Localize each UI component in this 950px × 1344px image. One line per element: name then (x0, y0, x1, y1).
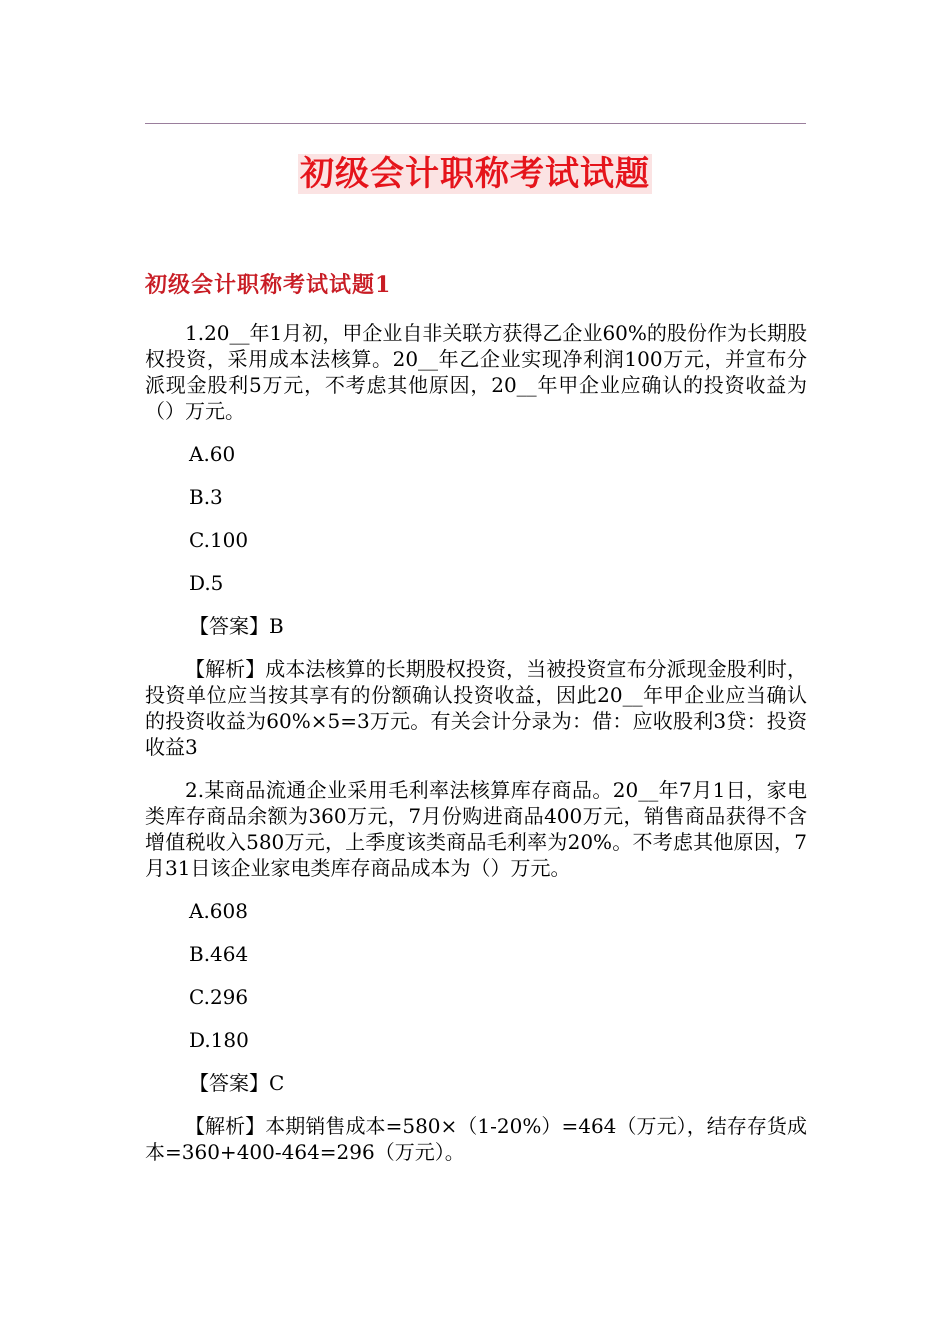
question-1-stem: 1.20__年1月初，甲企业自非关联方获得乙企业60%的股份作为长期股权投资，采用成本法核算。20__年乙企业实现净利润100万元，并宣布分派现金股利5万元，不考虑其他原因，20__年甲企业应确认的投资收益为（）万元。 (145, 321, 807, 423)
question-1-analysis: 【解析】成本法核算的长期股权投资，当被投资宣布分派现金股利时，投资单位应当按其享有的份额确认投资收益，因此20__年甲企业应当确认的投资收益为60%×5=3万元。有关会计分录为：借：应收股利3贷：投资收益3 (145, 657, 807, 759)
document-title (0, 150, 950, 198)
question-2-answer: 【答案】C (189, 1071, 285, 1095)
question-2-option-c: C.296 (189, 985, 249, 1009)
question-1-option-b: B.3 (189, 485, 223, 509)
question-2-analysis: 【解析】本期销售成本=580×（1-20%）=464（万元），结存存货成本=360+400-464=296（万元）。 (145, 1114, 807, 1164)
question-1-option-c: C.100 (189, 528, 249, 552)
header-rule (145, 123, 806, 124)
question-1-answer: 【答案】B (189, 614, 284, 638)
question-1-option-a: A.60 (189, 442, 236, 466)
question-1-option-d: D.5 (189, 571, 224, 595)
section-title: 初级会计职称考试试题1 (145, 272, 392, 298)
document-body (145, 320, 807, 1182)
document-title-text: 初级会计职称考试试题 (300, 154, 650, 194)
question-2-option-b: B.464 (189, 942, 249, 966)
question-2-option-a: A.608 (189, 899, 248, 923)
question-2-stem: 2.某商品流通企业采用毛利率法核算库存商品。20__年7月1日，家电类库存商品余额为360万元，7月份购进商品400万元，销售商品获得不含增值税收入580万元，上季度该类商品毛利率为20%。不考虑其他原因，7月31日该企业家电类库存商品成本为（）万元。 (145, 778, 807, 880)
question-2-option-d: D.180 (189, 1028, 249, 1052)
